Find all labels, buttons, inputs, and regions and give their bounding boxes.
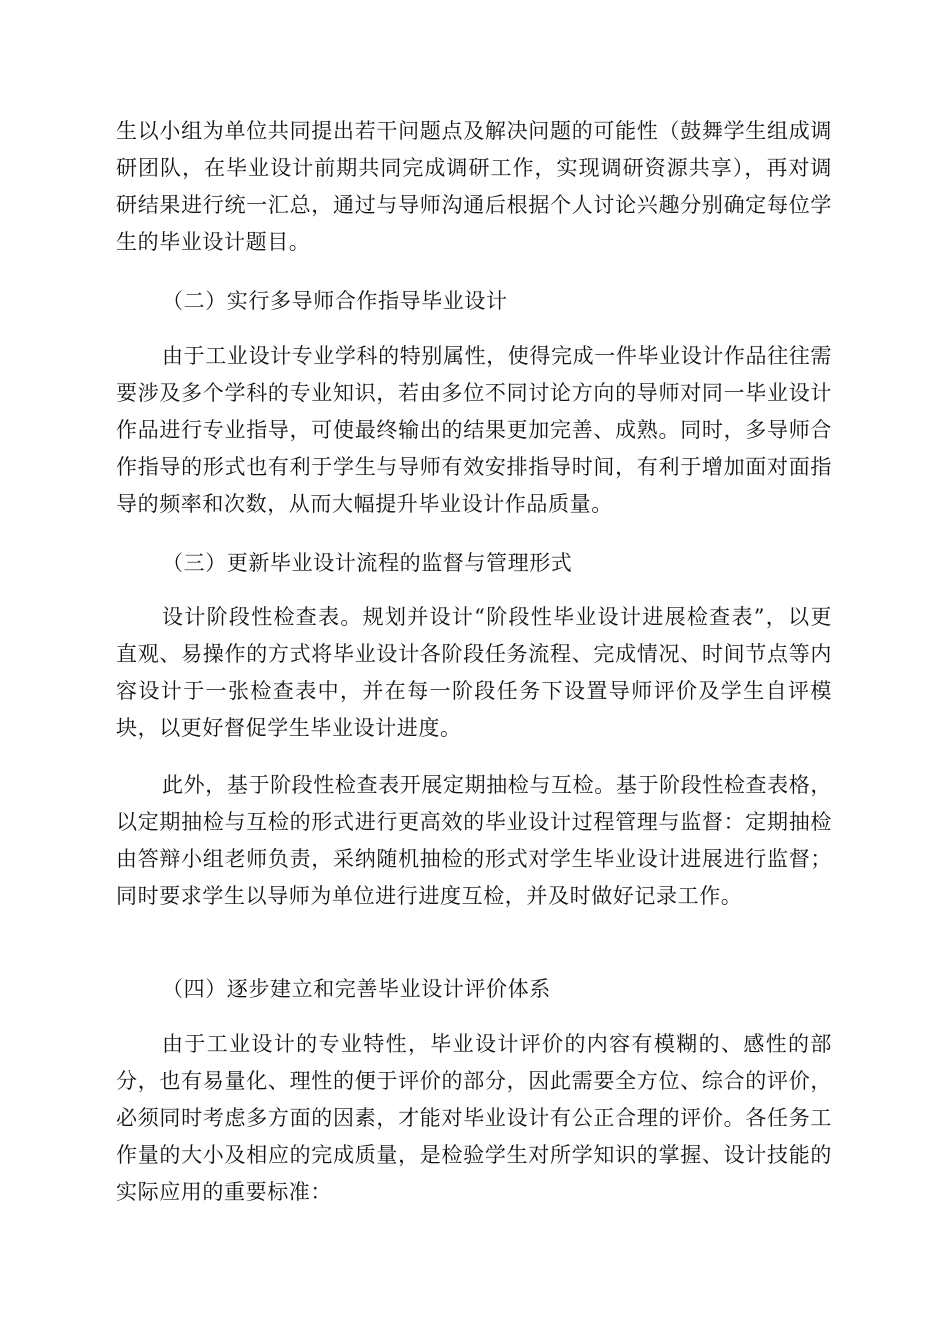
section-heading-supervision: （三）更新毕业设计流程的监督与管理形式 [162,551,573,575]
paragraph-checklist: 设计阶段性检查表。规划并设计“阶段性毕业设计进展检查表”，以更直观、易操作的方式将毕业设计各阶段任务流程、完成情况、时间节点等内容设计于一张检查表中，并在每一阶段任务下设置导师评价及学生自评模块，以更好督促学生毕业设计进度。 [116,605,832,740]
section-heading-multi-advisor: （二）实行多导师合作指导毕业设计 [162,289,508,313]
paragraph-inspection: 此外，基于阶段性检查表开展定期抽检与互检。基于阶段性检查表格，以定期抽检与互检的形式进行更高效的毕业设计过程管理与监督：定期抽检由答辩小组老师负责，采纳随机抽检的形式对学生毕业设计进展进行监督；同时要求学生以导师为单位进行进度互检，并及时做好记录工作。 [116,773,832,908]
section-heading-evaluation: （四）逐步建立和完善毕业设计评价体系 [162,977,551,1001]
paragraph-evaluation: 由于工业设计的专业特性，毕业设计评价的内容有模糊的、感性的部分，也有易量化、理性的便于评价的部分，因此需要全方位、综合的评价，必须同时考虑多方面的因素，才能对毕业设计有公正合理的评价。各任务工作量的大小及相应的完成质量，是检验学生对所学知识的掌握、设计技能的实际应用的重要标准： [116,1032,832,1204]
paragraph-research-teams: 生以小组为单位共同提出若干问题点及解决问题的可能性（鼓舞学生组成调研团队，在毕业设计前期共同完成调研工作，实现调研资源共享），再对调研结果进行统一汇总，通过与导师沟通后根据个人讨论兴趣分别确定每位学生的毕业设计题目。 [116,119,832,254]
paragraph-multi-advisor: 由于工业设计专业学科的特别属性，使得完成一件毕业设计作品往往需要涉及多个学科的专业知识，若由多位不同讨论方向的导师对同一毕业设计作品进行专业指导，可使最终输出的结果更加完善、成熟。同时，多导师合作指导的形式也有利于学生与导师有效安排指导时间，有利于增加面对面指导的频率和次数，从而大幅提升毕业设计作品质量。 [116,344,832,516]
